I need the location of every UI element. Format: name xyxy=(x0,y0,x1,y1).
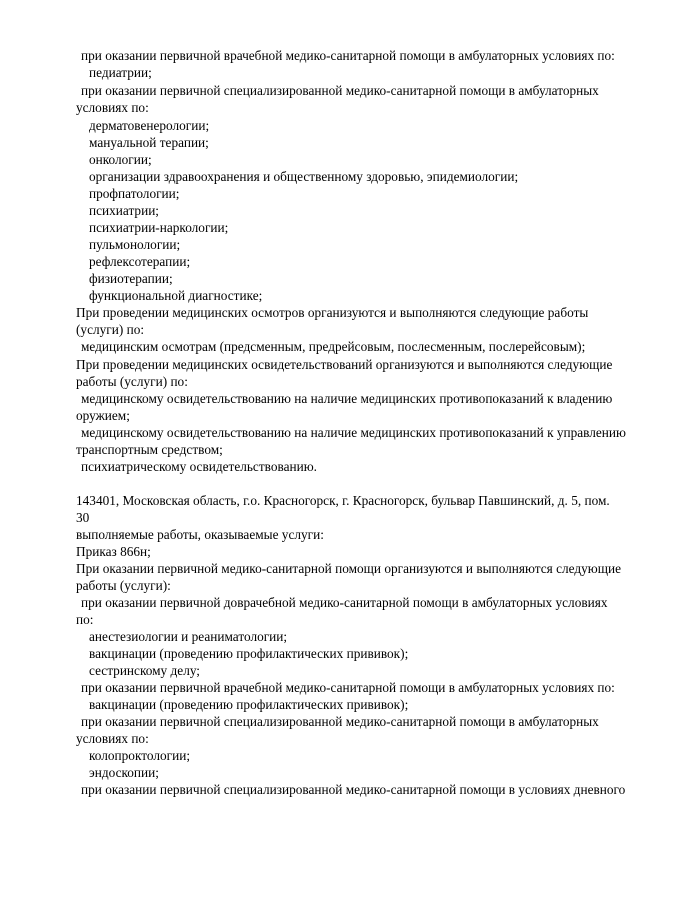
text-line: при оказании первичной специализированной медико-санитарной помощи в амбулаторных xyxy=(81,83,599,98)
text-line: психиатрическому освидетельствованию. xyxy=(81,459,317,474)
address-line: 143401, Московская область, г.о. Красногорск, г. Красногорск, бульвар Павшинский, д. 5, пом. xyxy=(76,493,610,508)
text-line: пульмонологии; xyxy=(89,237,181,252)
text-line: функциональной диагностике; xyxy=(89,288,263,303)
text-line: При проведении медицинских осмотров организуются и выполняются следующие работы xyxy=(76,305,589,320)
text-line: медицинскому освидетельствованию на наличие медицинских противопоказаний к владению xyxy=(81,391,613,406)
text-line: Приказ 866н; xyxy=(76,544,151,559)
text-line: дерматовенерологии; xyxy=(89,118,210,133)
text-line: анестезиологии и реаниматологии; xyxy=(89,629,288,644)
text-line: работы (услуги): xyxy=(76,578,171,593)
text-line: при оказании первичной специализированной медико-санитарной помощи в амбулаторных xyxy=(81,714,599,729)
text-line: условиях по: xyxy=(76,731,149,746)
text-line: физиотерапии; xyxy=(89,271,173,286)
text-line: (услуги) по: xyxy=(76,322,145,337)
text-line: вакцинации (проведению профилактических прививок); xyxy=(89,697,409,712)
text-line: При оказании первичной медико-санитарной помощи организуются и выполняются следующие xyxy=(76,561,621,576)
text-line: оружием; xyxy=(76,408,130,423)
text-line: по: xyxy=(76,612,94,627)
text-line: медицинскому освидетельствованию на наличие медицинских противопоказаний к управлению xyxy=(81,425,626,440)
text-line: работы (услуги) по: xyxy=(76,374,188,389)
text-line: эндоскопии; xyxy=(89,765,159,780)
text-line: профпатологии; xyxy=(89,186,180,201)
text-line: выполняемые работы, оказываемые услуги: xyxy=(76,527,324,542)
text-line: мануальной терапии; xyxy=(89,135,209,150)
text-line: психиатрии-наркологии; xyxy=(89,220,229,235)
text-line: при оказании первичной врачебной медико-санитарной помощи в амбулаторных условиях по: xyxy=(81,680,615,695)
text-line: рефлексотерапии; xyxy=(89,254,191,269)
text-line: психиатрии; xyxy=(89,203,160,218)
text-line: при оказании первичной доврачебной медико-санитарной помощи в амбулаторных условиях xyxy=(81,595,608,610)
text-line: организации здравоохранения и общественному здоровью, эпидемиологии; xyxy=(89,169,519,184)
text-line: педиатрии; xyxy=(89,65,152,80)
text-line: транспортным средством; xyxy=(76,442,223,457)
text-line: вакцинации (проведению профилактических прививок); xyxy=(89,646,409,661)
text-line: сестринскому делу; xyxy=(89,663,200,678)
text-line: медицинским осмотрам (предсменным, предрейсовым, послесменным, послерейсовым); xyxy=(81,339,586,354)
text-line: при оказании первичной специализированной медико-санитарной помощи в условиях дневного xyxy=(81,782,626,797)
text-line: условиях по: xyxy=(76,100,149,115)
text-line: при оказании первичной врачебной медико-санитарной помощи в амбулаторных условиях по: xyxy=(81,48,615,63)
text-line: При проведении медицинских освидетельствований организуются и выполняются следующие xyxy=(76,357,613,372)
text-line: онкологии; xyxy=(89,152,152,167)
text-line: колопроктологии; xyxy=(89,748,191,763)
text-line: 30 xyxy=(76,510,90,525)
